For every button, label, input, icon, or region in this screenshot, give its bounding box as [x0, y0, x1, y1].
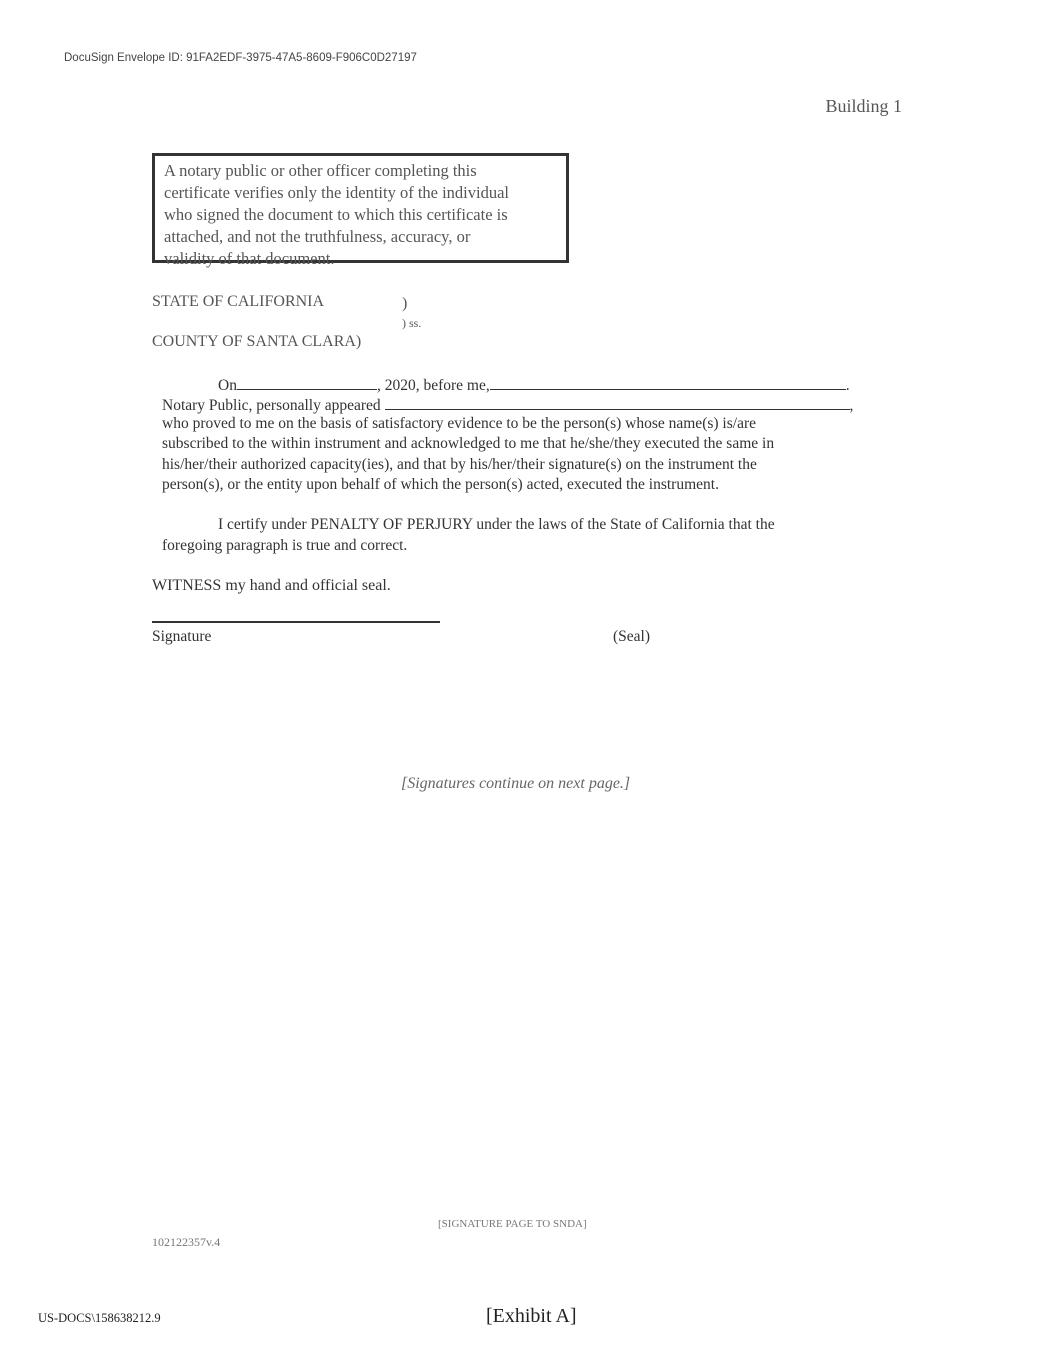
signature-page-label: [SIGNATURE PAGE TO SNDA] [438, 1218, 587, 1230]
signature-line [152, 621, 440, 623]
ack-year: , 2020, before me, [376, 377, 490, 394]
notary-name-blank [490, 375, 846, 390]
certify-line-2: foregoing paragraph is true and correct. [162, 537, 408, 554]
exhibit-label: [Exhibit A] [486, 1305, 577, 1327]
ack-line-5: his/her/their authorized capacity(ies), and that by his/her/their signature(s) on the instrument the [162, 456, 757, 473]
ack-comma: , [849, 397, 854, 414]
seal-label: (Seal) [613, 628, 651, 645]
notice-line: certificate verifies only the identity of the individual [164, 183, 510, 202]
doc-version: 102122357v.4 [152, 1235, 221, 1249]
witness-text: WITNESS my hand and official seal. [152, 577, 391, 594]
notice-line: attached, and not the truthfulness, accuracy, or [164, 227, 471, 246]
continue-note: [Signatures continue on next page.] [401, 775, 631, 792]
ack-line-6: person(s), or the entity upon behalf of which the person(s) acted, executed the instrument. [162, 476, 719, 493]
venue-county: COUNTY OF SANTA CLARA) [152, 333, 362, 350]
ack-line-3: who proved to me on the basis of satisfactory evidence to be the person(s) whose name(s) is/are [162, 415, 756, 432]
ack-line-2 [162, 395, 853, 415]
ack-notary-appeared: Notary Public, personally appeared [162, 397, 381, 414]
envelope-id: DocuSign Envelope ID: 91FA2EDF-3975-47A5-8609-F906C0D27197 [64, 52, 417, 64]
ack-on: On [218, 377, 237, 394]
ack-period: . [845, 377, 850, 394]
venue-paren: ) [402, 295, 408, 312]
ack-line-1 [218, 375, 850, 395]
venue-state: STATE OF CALIFORNIA [152, 293, 325, 310]
date-blank [237, 375, 377, 390]
notice-line: validity of that document. [164, 249, 335, 268]
certify-line-1: I certify under PENALTY OF PERJURY under the laws of the State of California that the [218, 516, 775, 533]
appeared-blank [385, 395, 850, 410]
footer-doc-id: US-DOCS\158638212.9 [38, 1311, 161, 1325]
venue-ss: ) ss. [402, 316, 422, 330]
signature-label: Signature [152, 628, 212, 645]
ack-line-4: subscribed to the within instrument and acknowledged to me that he/she/they executed the same in [162, 435, 775, 452]
notary-notice-box [152, 153, 569, 268]
notice-line: who signed the document to which this certificate is [164, 205, 508, 224]
notice-line: A notary public or other officer completing this [164, 161, 477, 180]
building-label: Building 1 [825, 96, 902, 116]
